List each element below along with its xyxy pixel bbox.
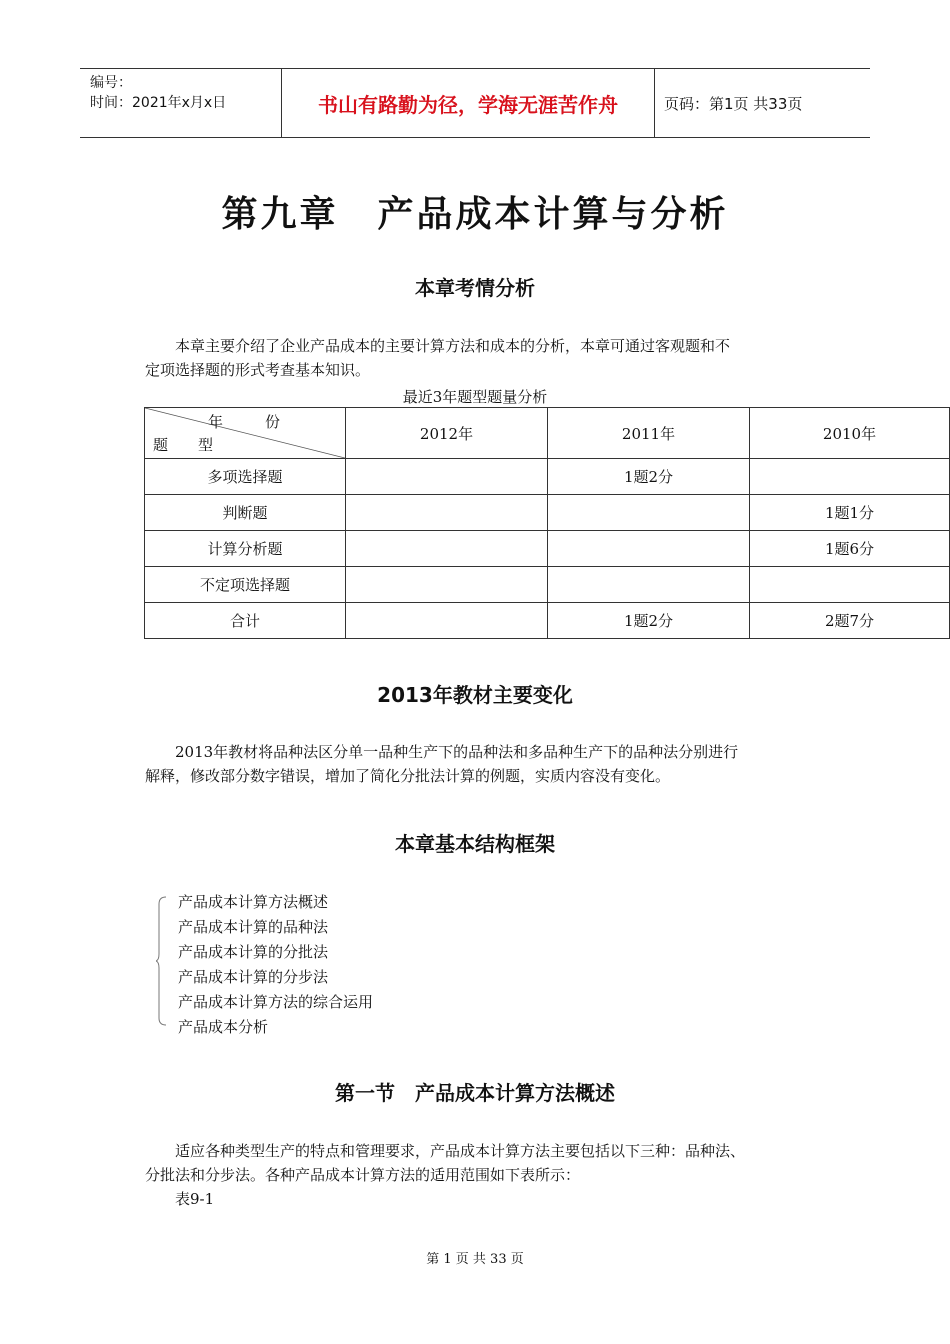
- table-cell: [346, 495, 548, 531]
- table-header-row: [145, 408, 950, 459]
- table-cell: [548, 567, 750, 603]
- table-cell: 1题2分: [548, 603, 750, 639]
- chapter-title: 第九章 产品成本计算与分析: [221, 194, 729, 235]
- list-item: 产品成本计算的分步法: [178, 968, 329, 986]
- number-label: 编号：: [90, 75, 132, 91]
- table-row: [145, 495, 950, 531]
- table-cell: [750, 459, 950, 495]
- exam-question-table: [144, 407, 950, 639]
- table-cell: 1题2分: [548, 459, 750, 495]
- section-heading-structure: 本章基本结构框架: [395, 832, 555, 856]
- paragraph-line: 分批法和分步法。各种产品成本计算方法的适用范围如下表所示：: [145, 1166, 581, 1184]
- page-footer: 第 1 页 共 33 页: [426, 1252, 524, 1267]
- table-row: [145, 459, 950, 495]
- section-heading-exam-analysis: 本章考情分析: [415, 276, 535, 300]
- overview-paragraph: [145, 1139, 825, 1211]
- section-heading-overview: 第一节 产品成本计算方法概述: [335, 1081, 615, 1105]
- section-heading-textbook-changes: 2013年教材主要变化: [377, 683, 573, 707]
- table-cell: [346, 567, 548, 603]
- table-row: [145, 531, 950, 567]
- paragraph-line: 解释，修改部分数字错误，增加了简化分批法计算的例题，实质内容没有变化。: [145, 767, 671, 785]
- table-caption: 最近3年题型题量分析: [402, 388, 548, 406]
- row-type: 合计: [145, 603, 346, 639]
- table-cell: 1题1分: [750, 495, 950, 531]
- time-label: 时间：2021年x月x日: [90, 95, 227, 111]
- table-cell: 2题7分: [750, 603, 950, 639]
- list-item: 产品成本计算的品种法: [178, 918, 329, 936]
- list-item: 产品成本计算的分批法: [178, 943, 329, 961]
- list-item: 产品成本计算方法的综合运用: [178, 993, 374, 1011]
- table-cell: [750, 567, 950, 603]
- header-divider: [654, 69, 655, 137]
- paragraph-line: 定项选择题的形式考查基本知识。: [145, 361, 371, 379]
- page-info: 页码：第1页 共33页: [664, 94, 803, 113]
- structure-list: [178, 890, 373, 1040]
- table-row: [145, 603, 950, 639]
- left-brace-icon: [156, 896, 168, 1026]
- header-meta: [90, 73, 226, 113]
- corner-year-label: 年份: [207, 413, 322, 431]
- table-cell: 1题6分: [750, 531, 950, 567]
- textbook-changes-paragraph: [145, 740, 825, 788]
- paragraph-line: 本章主要介绍了企业产品成本的主要计算方法和成本的分析，本章可通过客观题和不: [175, 337, 731, 355]
- paragraph-line: 适应各种类型生产的特点和管理要求，产品成本计算方法主要包括以下三种：品种法、: [175, 1142, 746, 1160]
- page-header: [80, 68, 870, 138]
- row-type: 多项选择题: [145, 459, 346, 495]
- row-type: 判断题: [145, 495, 346, 531]
- row-type: 计算分析题: [145, 531, 346, 567]
- exam-analysis-paragraph: [145, 334, 825, 382]
- table-cell: [346, 459, 548, 495]
- table-cell: [346, 603, 548, 639]
- corner-cell: [145, 408, 346, 459]
- column-header: 2011年: [548, 408, 750, 459]
- list-item: 产品成本计算方法概述: [178, 893, 329, 911]
- column-header: 2010年: [750, 408, 950, 459]
- table-cell: [548, 495, 750, 531]
- table-label: 表9-1: [175, 1190, 215, 1208]
- row-type: 不定项选择题: [145, 567, 346, 603]
- table-cell: [346, 531, 548, 567]
- list-item: 产品成本分析: [178, 1018, 269, 1036]
- column-header: 2012年: [346, 408, 548, 459]
- table-row: [145, 567, 950, 603]
- corner-type-label: 题型: [153, 436, 244, 454]
- paragraph-line: 2013年教材将品种法区分单一品种生产下的品种法和多品种生产下的品种法分别进行: [175, 743, 739, 761]
- table-cell: [548, 531, 750, 567]
- motto: 书山有路勤为径，学海无涯苦作舟: [318, 92, 618, 117]
